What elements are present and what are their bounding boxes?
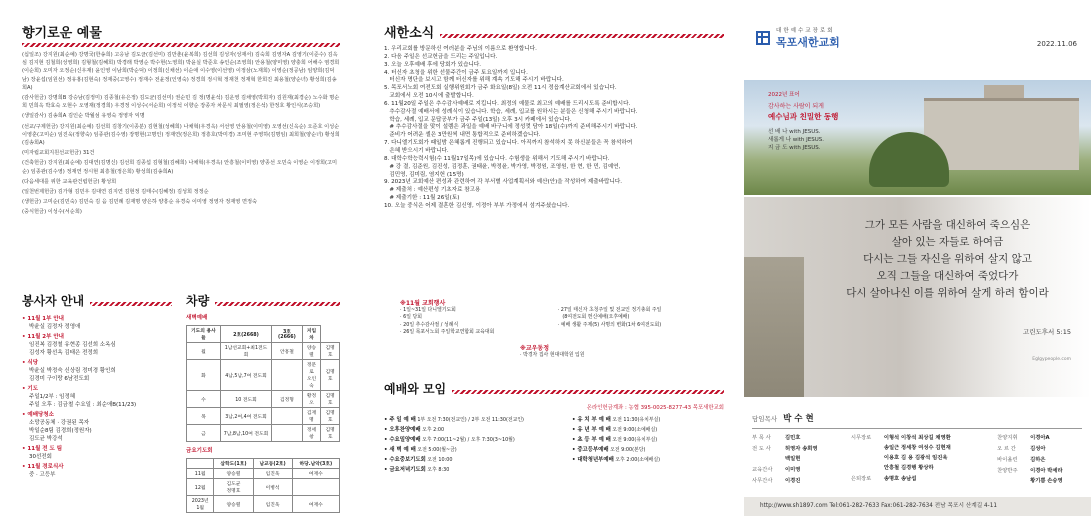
table-cell: 금: [187, 425, 221, 442]
staff-role: 전 도 사: [752, 446, 771, 452]
events-block: [400, 298, 725, 359]
staff-row: [997, 466, 1091, 486]
news-item: 준비가 어려운 셀은 3만원씩 내면 통합적으로 준비하겠습니다.: [384, 132, 541, 139]
meeting-name: • 초 등 부 예 배: [572, 437, 611, 444]
table-cell: 여재수: [292, 496, 339, 513]
meeting-time: 오전 5:00(월~금): [415, 447, 457, 454]
staff-row: [752, 476, 851, 486]
news-item: 9. 2023년 교회예산 편성과 관련하여 각 부서별 사업계획서와 예산(안)을 작성하여 제출바랍니다.: [384, 179, 623, 186]
staff-row: [997, 455, 1091, 465]
event-item: · 26일 목포서노회 주일학교연합회 교육대회: [400, 329, 495, 336]
offering-birthday: (생일감사) 김송희A 김인순 박월섬 유영숙 정영자 익명: [22, 113, 145, 120]
news-item: 김민영, 김미림, 염지헌 (15명): [384, 171, 464, 178]
meeting-name: • 대학청년부예배: [572, 457, 614, 464]
staff-names: 이형석 이창석 최상길 채영환 송일근 정세창 여성수 김현재 이용호 김 용 김광석 임진욱 안흥철 김경행 황상하: [883, 435, 951, 471]
news-item: 1. 우리교회를 방문하신 여러분을 주님의 이름으로 환영합니다.: [384, 46, 537, 52]
offering-unsupported: (미자립교회지원선교헌금) 31건: [22, 150, 95, 157]
footer-contact: http://www.sh1897.com Tel:061-282-7633 Fax:061-282-7634 전남 목포시 산계길 4-11: [760, 503, 997, 509]
event-item: · 27일 태신자 초청주일 및 전교인 정기총회 주일: [557, 307, 662, 313]
church-photo: [744, 80, 1091, 195]
zigzag-divider: [22, 43, 340, 47]
meeting-row: [384, 425, 564, 435]
table-cell: [292, 479, 339, 496]
meetings-title: 예배와 모임: [384, 382, 447, 396]
meeting-time: 오전 10:00: [425, 457, 453, 464]
staff-names: 이경진: [785, 478, 801, 484]
dawn-service-label: 새벽예배: [186, 315, 208, 321]
news-item: 2. 다음 주일은 선교헌금을 드리는 주일입니다.: [384, 53, 498, 60]
friday-vehicle-table: [186, 458, 340, 513]
vehicle-block: [186, 292, 340, 513]
events-title: ※11월 교회행사: [400, 300, 446, 307]
meeting-time: 오전 9:00(본당): [608, 447, 646, 454]
meetings-block: [384, 380, 724, 476]
news-item: 은혜 받으시기 바랍니다.: [384, 147, 449, 154]
table-cell: [272, 408, 302, 425]
table-header-cell: 하당.남악(3호): [292, 459, 339, 469]
event-item: (8여전도회 헌신예배(오후예배): [557, 314, 630, 321]
meeting-time: 오후 7:00(11~2월) / 오후 7:30(3~10월): [420, 437, 515, 444]
friday-prayer-label: 금요기도회: [186, 448, 213, 454]
meeting-row: [384, 455, 564, 465]
staff-row: [752, 465, 851, 475]
meeting-row: [572, 415, 722, 425]
table-cell: [272, 360, 302, 391]
news-item: 10. 오늘 중식은 어제 결혼한 김신영, 이정아 부부 가정에서 섬겨주셨습니다.: [384, 202, 570, 209]
theme-line1: 감사하는 사람이 되게: [768, 103, 824, 110]
staff-names: 김하은: [1030, 457, 1046, 463]
staff-role: 오 르 간: [997, 446, 1016, 452]
table-cell: 3남,2여,4여 전도회: [220, 408, 271, 425]
meeting-name: • 금요저녁기도회: [384, 467, 426, 474]
table-header-cell: 3호(2666): [272, 326, 302, 343]
table-row: [187, 496, 340, 513]
theme-line2: 예수님과 친밀한 동행: [768, 112, 839, 121]
pastor-label: 담임목사: [752, 415, 778, 423]
news-title: 새한소식: [384, 26, 435, 41]
volunteer-body: 소망공동체 · 강권된 목자 박일순8팀 김경희(정원자) 김도균 박강석: [29, 420, 92, 442]
staff-row: [752, 433, 851, 443]
table-cell: 김명호: [321, 391, 340, 408]
theme-line3: 선 배 나 with JESUS.: [768, 129, 821, 135]
table-cell: 양승렬: [214, 496, 253, 513]
staff-row: [997, 433, 1091, 443]
table-row: [187, 343, 340, 360]
meeting-time: 오전 11:30(유치부실): [610, 417, 661, 423]
volunteer-body: 주일1/2부 : 임정혜 주일 오후 : 김금철 수요일 : 최순애B(11/23): [29, 394, 137, 408]
meeting-time: 오후 2:00: [420, 427, 445, 434]
scripture-image: [744, 197, 1091, 397]
news-item: 추수감사절 예배서에 성례식이 있습니다. 학습, 세례, 입교를 원하시는 분들은 신청해 주시기 바랍니다.: [384, 108, 638, 115]
column-news: [374, 0, 732, 516]
staff-role: 찬양지휘: [997, 435, 1018, 441]
table-cell: 김명호: [321, 343, 340, 360]
table-cell: 10 전도회: [220, 391, 271, 408]
offering-lunch: (중식헌금) 이성수(서순희): [22, 209, 82, 216]
volunteer-heading: • 식당: [22, 360, 39, 366]
table-cell: 양승렬: [214, 469, 253, 479]
news-item: 3. 오늘 오후예배 후에 당회가 있습니다.: [384, 61, 482, 68]
staff-role: 사무간사: [752, 478, 773, 484]
table-header-cell: 삼학도(1호): [214, 459, 253, 469]
meeting-time: 오전 9:00(유치부실): [610, 437, 658, 444]
event-item: · 6일 당회: [400, 314, 422, 321]
volunteer-body: 박윤실 박정숙 신상림 정미경 황인희 김경미 구이랑 6남전도회: [29, 368, 116, 382]
staff-row: [997, 444, 1091, 454]
table-header-cell: 2호(2668): [220, 326, 271, 343]
staff-role: 시무장로: [850, 435, 872, 441]
table-cell: 여재수: [292, 469, 339, 479]
table-header-cell: 지입차: [302, 326, 321, 343]
meeting-time: 오전 9:00(소예배실): [610, 427, 658, 434]
staff-row: [851, 433, 997, 473]
news-item: 5. 목포서노회 여전도회 실행위원회가 금주 화요일(8일) 오전 11시 정읍계산교회에서 있습니다.: [384, 85, 617, 92]
news-item: 학습, 세례, 입교 문답공부가 금주 주일(13일) 오후 3시 카페에서 있습니다.: [384, 116, 572, 123]
volunteer-heading: • 11월 2부 안내: [22, 334, 64, 340]
table-cell: 안흥철: [272, 343, 302, 360]
staff-row: [851, 474, 997, 484]
table-row: [187, 408, 340, 425]
volunteers-title: 봉사자 안내: [22, 294, 85, 308]
table-cell: 7남,8남,10여 전도회: [220, 425, 271, 442]
news-item: 6. 11월20일 주일은 추수감사예배로 지킵니다. 최정의 예물로 최고의 예배를 드리시도록 준비합시다.: [384, 100, 631, 107]
offering-thousand: (일천번제헌금) 김가형 김민우 김대연 김지연 김현정 김태수(김혜정) 김성희 정정순: [22, 189, 209, 196]
offering-mission: (선교/구제헌금) 강지원(최순예) 김선희 김창기(이종분) 김현철(성혜희) 나채혁(우경옥) 서선영 안용철(이미영) 오영선(신옥순) 오준호 이성순 이영훈(고미순) 임진욱(정향숙) 임종관(김수영) 장명현(고명인) 정재연(정은희) 정흥호(박미경) 조미현 주영하(김명임) 최희철(양순녀) 황성희(김송희A): [22, 123, 340, 147]
news-item: 8. 대학수학능력시험(수 11월17일목)에 있습니다. 수험생을 위해서 기도해 주시기 바랍니다.: [384, 155, 610, 162]
staff-names: 이경아A: [1030, 435, 1050, 441]
table-cell: 임진욱: [253, 496, 292, 513]
staff-role: 은퇴장로: [850, 476, 872, 482]
table-cell: 11월: [187, 469, 214, 479]
table-cell: 2023년 1월: [187, 496, 214, 513]
offerings-title: 향기로운 예물: [22, 26, 102, 41]
table-row: [187, 469, 340, 479]
table-cell: 4남,5남,7여 전도회: [220, 360, 271, 391]
volunteer-body: 30선전회: [29, 454, 52, 460]
news-item: # 제출처 : 예산편성 기초자료 참고용: [384, 187, 481, 194]
meeting-name: • 수요중보기도회: [384, 457, 426, 464]
table-cell: 12월: [187, 479, 214, 496]
pastor-block: [744, 400, 1091, 487]
meeting-time: 오후 8:30: [425, 467, 450, 474]
table-cell: 김명호: [321, 408, 340, 425]
meeting-row: [384, 435, 564, 445]
table-cell: 1남선교회+최1전도회: [220, 343, 271, 360]
meeting-name: • 유 년 부 예 배: [572, 427, 611, 434]
meeting-row: [384, 445, 564, 455]
news-item: # 제출기한 : 11월 26일(토): [384, 195, 460, 202]
volunteer-body: 박윤실 김정자 정영애: [29, 324, 81, 330]
volunteer-heading: • 11월 1부 안내: [22, 316, 64, 322]
volunteer-heading: • 11월 전 도 팀: [22, 446, 63, 452]
meeting-name: • 유 치 부 예 배: [572, 417, 611, 423]
table-header-cell: 기도의 용사들: [187, 326, 221, 343]
church-logo-icon: [756, 31, 770, 45]
table-header-cell: 남교동(2호): [253, 459, 292, 469]
table-row: [187, 425, 340, 442]
news-list: [384, 46, 724, 211]
staff-role: 교육간사: [752, 467, 773, 473]
staff-names: 김성아: [1030, 446, 1046, 452]
table-cell: 김명호: [321, 425, 340, 442]
meeting-row: [384, 465, 564, 475]
staff-row: [752, 444, 851, 464]
meeting-name: • 중고등부예배: [572, 447, 609, 454]
table-cell: 이병석: [253, 479, 292, 496]
table-cell: 황정오: [302, 391, 321, 408]
members-news-title: ※교우동정: [520, 344, 550, 352]
meeting-name: • 새 벽 예 배: [384, 447, 416, 454]
pastor-name: 박 수 현: [783, 414, 814, 424]
news-item: # 추수감사절을 맞이 설렘은 과일을 예배 바구니에 정성껏 담아 18일(수)까지 준비해주시기 바랍니다.: [384, 124, 638, 131]
members-news-body: · 박경자 집사 현대대학원 입원: [520, 351, 585, 358]
event-item: · 예배 생활 주제(5) 사명의 변화(1차 6여전도회): [557, 321, 662, 328]
meeting-name: • 주 일 예 배: [384, 417, 416, 423]
table-cell: 임진욱: [253, 469, 292, 479]
table-cell: 화: [187, 360, 221, 391]
church-logo: [756, 26, 840, 50]
volunteer-heading: • 11월 경로식사: [22, 464, 64, 470]
table-cell: 수: [187, 391, 221, 408]
news-item: # 강 결, 김준원, 김진성, 김정훈, 권태윤, 박정윤, 박가영, 박정원, 조영원, 한 현, 한 민, 김예연,: [384, 163, 621, 170]
theme-year: 2022년 표어: [768, 92, 800, 98]
staff-role: 찬양반주: [997, 468, 1018, 474]
offering-building: (건축헌금) 강지원(최순예) 김대연(김명신) 김선희 김종섭 김형철(김혜희) 나채혁(우경옥) 안흥철(이미영) 양종선 오민숙 이영순 이정희(고미순) 임종관(김수영) 정재연 정시현 최흥철(정은희) 황성희(김송희A): [22, 160, 338, 175]
event-item: · 1일~31일 다니엘기도회: [400, 307, 456, 313]
volunteers-block: [22, 292, 172, 481]
table-header-cell: [187, 459, 214, 469]
news-item: 터신자 명단을 보시고 함께 터신자를 위해 계속 기도해 주시기 바랍니다.: [384, 77, 564, 84]
volunteer-body: 임진복 김경철 유현종 김선희 소옥심 김성자 황선옥 김태은 전정희: [29, 342, 116, 356]
table-cell: 김도균 정명호: [214, 479, 253, 496]
news-item: 교회에서 오전 10시에 출발합니다.: [384, 93, 474, 100]
staff-names: 김민호: [785, 435, 801, 441]
meeting-row: [384, 415, 564, 425]
theme-line5: 지 금 도 with JESUS.: [768, 145, 821, 151]
table-cell: 김재명: [302, 408, 321, 425]
meeting-time: 1부 오전 7:30(전교인) / 2부 오전 11:30(전교인): [415, 417, 524, 423]
column-offerings: [0, 0, 362, 516]
table-row: [187, 360, 340, 391]
volunteer-body: 중 · 고등부: [29, 472, 56, 478]
scripture-quote: 그가 모든 사람을 대신하여 죽으심은 살아 있는 자들로 하여금 다시는 그들 자신을 위하여 살지 않고 오직 그들을 대신하여 죽었다가 다시 살아나신 이를 위하여 살게 하려 함이라: [846, 219, 1049, 299]
bank-account: 온라인헌금계좌 : 농협 395-0025-8277-43 목포새한교회: [586, 405, 724, 411]
meeting-time: 오후 2:00(소예배실): [613, 457, 661, 464]
news-item: 7. 다니엘기도회가 때일밤 은혜롭게 진행되고 있습니다. 아직까지 참석하지 못 하신분들은 꼭 참석하여: [384, 140, 633, 147]
offering-education: (다음세대를 위한 교육관건립헌금) 황성희: [22, 178, 117, 185]
table-row: [187, 479, 340, 496]
table-cell: 김명호: [321, 360, 340, 391]
table-cell: 정세창: [302, 425, 321, 442]
offerings-list: [22, 51, 340, 217]
meeting-name: • 오후찬양예배: [384, 427, 421, 434]
staff-role: 바이올린: [997, 457, 1018, 463]
offering-thanks: (감사헌금) 강명희B 강승남(김정미) 김종철(유은정) 김도균(김선미) 권순민 김 정(명윤석) 김운영 김채영(박희자) 김원재(최경순) 노수화 명순희 민희옥 박효숙 오현수 오영재(정경희) 우경정 이성수(서순희) 이정석 이향순 장종자 차문식 최필영(정은석) 한정호 황인식(조승희): [22, 95, 340, 110]
theme-line4: 새롭게 나 with JESUS.: [768, 137, 825, 143]
table-cell: [272, 425, 302, 442]
meeting-row: [572, 435, 722, 445]
church-name: 목포새한교회: [776, 36, 840, 49]
column-cover: [744, 0, 1091, 516]
table-cell: 양승렬: [302, 343, 321, 360]
offering-tithe: (십일조) 강지원(최순예) 강명국(한송희) 고응남 김도균(김선미) 김만춘(윤복희) 김선희 김성자(성재서) 김숙희 김영자A 김영기(이준수) 김옥심 김지현 김철희(성영희) 김형철(김혜희) 박경래 박영순 박수현(노영희) 박윤실 박준호 송인순(조영희) 안용철(양미영) 양충희 어해수 염경희(이순희) 오미자 오정순(신우재) 윤인영 이남희(박순덕) 이정희(신채선) 이순애 이수영(이선영) 이정삼(노재희) 이영순(정공남) 임양희(김덕남) 장윤섭(임원선) 정유홍(김현숙) 정재중(고영수) 정재수 전윤정(인영숙) 정경희 정시혁 정재천 정재혁 한희진 최용철(양순녀) 황성희(김송희A): [22, 52, 340, 91]
staff-names: 송명호 송남섭: [883, 476, 917, 482]
table-cell: 목: [187, 408, 221, 425]
staff-names: 이미영: [785, 467, 801, 473]
scripture-reference: 고린도후서 5:15: [1022, 328, 1071, 336]
image-watermark: Eglgypeople.com: [1032, 357, 1071, 362]
church-denomination: 대한예수교장로회: [776, 28, 835, 34]
meeting-name: • 수요밀양예배: [384, 437, 421, 444]
vehicle-title: 차량: [186, 294, 210, 308]
dawn-vehicle-table: [186, 325, 340, 442]
meeting-row: [572, 445, 722, 455]
footer: [744, 497, 1091, 516]
staff-names: 허영자 송희영 백일현: [785, 446, 818, 462]
table-row: [187, 391, 340, 408]
staff-names: 이경아 박세라 황기쁨 손승영: [1030, 468, 1063, 484]
table-cell: 김정형: [272, 391, 302, 408]
table-cell: 정문로 오인숙: [302, 360, 321, 391]
event-item: · 20일 추수감사절 / 성례식: [400, 321, 459, 328]
news-item: 4. 터신자 초청을 위한 선물주간이 금주 토요일까지 입니다.: [384, 69, 528, 76]
volunteer-heading: • 기도: [22, 386, 39, 392]
table-cell: 월: [187, 343, 221, 360]
meeting-row: [572, 455, 722, 465]
volunteer-heading: • 예배당청소: [22, 412, 54, 418]
staff-role: 부 목 사: [752, 435, 771, 441]
meeting-row: [572, 425, 722, 435]
bulletin-date: 2022.11.06: [1036, 40, 1077, 48]
offering-life: (생헌금) 고미순(김민숙) 김민숙 김 음 김민례 김재명 양은하 양흥순 유경숙 이미영 정영자 정재영 면정숙: [22, 199, 257, 206]
